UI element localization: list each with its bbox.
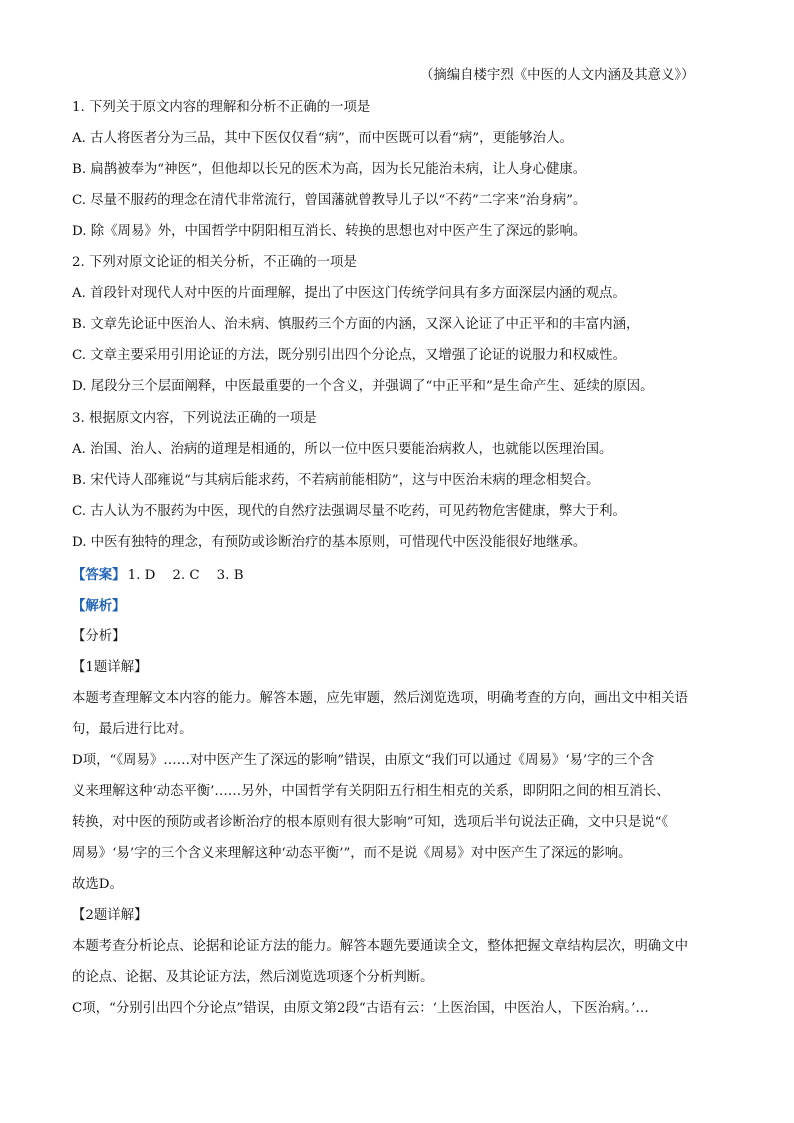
detail-1-line: D项，“《周易》……对中医产生了深远的影响”错误，由原文“我们可以通过《周易》‘易’字的三个含 — [72, 753, 655, 768]
detail-1-line: 周易》‘易’字的三个含义来理解这种‘动态平衡’”，而不是说《周易》对中医产生了深远的影响。 — [72, 846, 632, 861]
detail-1-line: 句，最后进行比对。 — [72, 722, 193, 737]
question-2-stem: 2. 下列对原文论证的相关分析，不正确的一项是 — [72, 255, 357, 270]
detail-2-heading: 【2题详解】 — [72, 908, 148, 923]
detail-1-line: 转换，对中医的预防或者诊断治疗的根本原则有很大影响”可知，选项后半句说法正确，文中只是说“《 — [72, 815, 669, 830]
source-citation: （摘编自楼宇烈《中医的人文内涵及其意义》） — [420, 68, 695, 83]
question-1-option-b: B. 扁鹊被奉为“神医”，但他却以长兄的医术为高，因为长兄能治未病，让人身心健康。 — [72, 162, 587, 177]
analysis-subheading: 【分析】 — [72, 629, 126, 644]
question-3-option-a: A. 治国、治人、治病的道理是相通的，所以一位中医只要能治病救人，也就能以医理治国。 — [72, 442, 613, 457]
question-3-option-d: D. 中医有独特的理念，有预防或诊断治疗的基本原则，可惜现代中医没能很好地继承。 — [72, 535, 587, 550]
question-2-option-b: B. 文章先论证中医治人、治未病、慎服药三个方面的内涵，又深入论证了中正平和的丰富内涵， — [72, 317, 640, 332]
answer-text: 1. D 2. C 3. B — [127, 568, 244, 583]
question-1-option-c: C. 尽量不服药的理念在清代非常流行，曾国藩就曾教导儿子以“不药”二字来“治身病”。 — [72, 193, 587, 208]
detail-1-heading: 【1题详解】 — [72, 660, 148, 675]
question-2-option-c: C. 文章主要采用引用论证的方法，既分别引出四个分论点，又增强了论证的说服力和权威性。 — [72, 348, 626, 363]
detail-1-line: 义来理解这种‘动态平衡’……另外，中国哲学有关阴阳五行相生相克的关系，即阴阳之间的相互消长、 — [72, 784, 670, 799]
question-3-option-b: B. 宋代诗人邵雍说“与其病后能求药，不若病前能相防”，这与中医治未病的理念相契合。 — [72, 473, 600, 488]
question-1-option-a: A. 古人将医者分为三品，其中下医仅仅看“病”，而中医既可以看“病”，更能够治人。 — [72, 131, 573, 146]
detail-2-line: 本题考查分析论点、论据和论证方法的能力。解答本题先要通读全文，整体把握文章结构层次，明确文中 — [72, 939, 688, 954]
question-3-option-c: C. 古人认为不服药为中医，现代的自然疗法强调尽量不吃药，可见药物危害健康，弊大于利。 — [72, 504, 626, 519]
answer-tag: 【答案】 — [72, 567, 126, 583]
detail-1-line: 故选D。 — [72, 877, 123, 892]
question-2-option-d: D. 尾段分三个层面阐释，中医最重要的一个含义，并强调了“中正平和”是生命产生、延续的原因。 — [72, 379, 654, 394]
question-2-option-a: A. 首段针对现代人对中医的片面理解，提出了中医这门传统学问具有多方面深层内涵的观点。 — [72, 286, 626, 301]
detail-1-line: 本题考查理解文本内容的能力。解答本题，应先审题，然后浏览选项，明确考查的方向，画出文中相关语 — [72, 691, 688, 706]
analysis-tag: 【解析】 — [72, 598, 126, 614]
question-3-stem: 3. 根据原文内容，下列说法正确的一项是 — [72, 411, 317, 426]
question-1-stem: 1. 下列关于原文内容的理解和分析不正确的一项是 — [72, 100, 371, 115]
detail-2-line: C项，“分别引出四个分论点”错误，由原文第2段“古语有云：‘上医治国，中医治人，下医治病。’… — [72, 1001, 649, 1016]
question-1-option-d: D. 除《周易》外，中国哲学中阴阳相互消长、转换的思想也对中医产生了深远的影响。 — [72, 224, 587, 239]
answer-line — [72, 565, 732, 586]
analysis-heading — [72, 596, 732, 617]
detail-2-line: 的论点、论据、及其论证方法，然后浏览选项逐个分析判断。 — [72, 970, 434, 985]
